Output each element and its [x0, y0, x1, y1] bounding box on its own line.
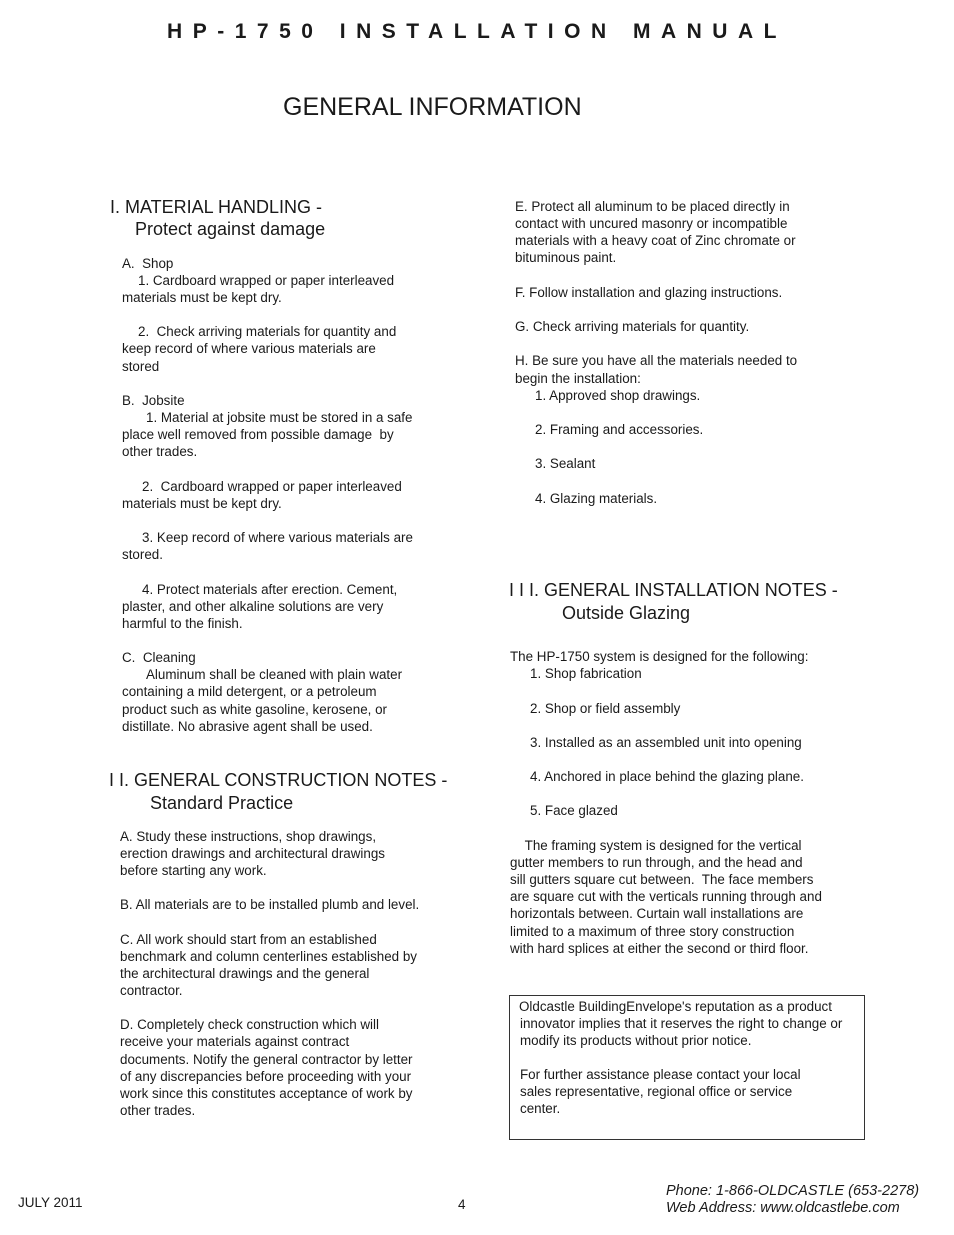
- shop-item-1-line1: 1. Cardboard wrapped or paper interleaved: [138, 273, 395, 288]
- construction-a-line1: A. Study these instructions, shop drawings,: [120, 829, 377, 844]
- web-address: Web Address: www.oldcastlebe.com: [666, 1200, 900, 1216]
- handling-e-line4: bituminous paint.: [515, 250, 617, 265]
- construction-c-line4: contractor.: [120, 983, 183, 998]
- framing-para-line3: sill gutters square cut between. The face members: [510, 872, 814, 887]
- section-3-subheading: Outside Glazing: [562, 603, 691, 623]
- framing-para-line1: The framing system is designed for the vertical: [510, 838, 802, 853]
- construction-d-line4: of any discrepancies before proceeding with your: [120, 1069, 412, 1084]
- cleaning-line4: distillate. No abrasive agent shall be used.: [122, 719, 373, 734]
- jobsite-item-4-line3: harmful to the finish.: [122, 616, 243, 631]
- notice-p1-line3: modify its products without prior notice.: [520, 1033, 752, 1048]
- handling-h-item-4: 4. Glazing materials.: [535, 491, 658, 506]
- cleaning-label: C. Cleaning: [122, 650, 196, 665]
- installation-item-5: 5. Face glazed: [530, 803, 618, 818]
- section-1-heading: I. MATERIAL HANDLING -: [110, 197, 323, 217]
- jobsite-item-3-line1: 3. Keep record of where various materials are: [142, 530, 413, 545]
- construction-c-line2: benchmark and column centerlines established by: [120, 949, 417, 964]
- phone-number: Phone: 1-866-OLDCASTLE (653-2278): [666, 1183, 920, 1199]
- shop-item-2-line2: keep record of where various materials are: [122, 341, 376, 356]
- construction-c-line1: C. All work should start from an established: [120, 932, 377, 947]
- construction-b-line1: B. All materials are to be installed plumb and level.: [120, 897, 420, 912]
- notice-p2-line2: sales representative, regional office or service: [520, 1084, 793, 1099]
- framing-para-line2: gutter members to run through, and the head and: [510, 855, 803, 870]
- shop-item-2-line3: stored: [122, 359, 160, 374]
- construction-c-line3: the architectural drawings and the general: [120, 966, 370, 981]
- jobsite-label: B. Jobsite: [122, 393, 185, 408]
- framing-para-line7: with hard splices at either the second or third floor.: [510, 941, 809, 956]
- handling-e-line3: materials with a heavy coat of Zinc chromate or: [515, 233, 796, 248]
- notice-p2-line3: center.: [520, 1101, 561, 1116]
- notice-p2-line1: For further assistance please contact your local: [520, 1067, 801, 1082]
- jobsite-item-1-line3: other trades.: [122, 444, 198, 459]
- construction-d-line5: work since this constitutes acceptance of work by: [120, 1086, 413, 1101]
- cleaning-line2: containing a mild detergent, or a petroleum: [122, 684, 377, 699]
- section-3-heading: I I I. GENERAL INSTALLATION NOTES -: [509, 580, 838, 600]
- notice-p1-line2: innovator implies that it reserves the right to change or: [520, 1016, 843, 1031]
- handling-g: G. Check arriving materials for quantity.: [515, 319, 750, 334]
- framing-para-line5: horizontals between. Curtain wall installations are: [510, 906, 804, 921]
- jobsite-item-1-line1: 1. Material at jobsite must be stored in a safe: [146, 410, 413, 425]
- jobsite-item-1-line2: place well removed from possible damage by: [122, 427, 394, 442]
- jobsite-item-4-line2: plaster, and other alkaline solutions are very: [122, 599, 384, 614]
- jobsite-item-4-line1: 4. Protect materials after erection. Cement,: [142, 582, 398, 597]
- construction-d-line2: receive your materials against contract: [120, 1034, 350, 1049]
- construction-d-line6: other trades.: [120, 1103, 196, 1118]
- jobsite-item-3-line2: stored.: [122, 547, 163, 562]
- shop-item-1-line2: materials must be kept dry.: [122, 290, 282, 305]
- cleaning-line3: product such as white gasoline, kerosene, or: [122, 702, 387, 717]
- shop-item-2-line1: 2. Check arriving materials for quantity and: [138, 324, 397, 339]
- framing-para-line4: are square cut with the verticals running through and: [510, 889, 822, 904]
- handling-f: F. Follow installation and glazing instructions.: [515, 285, 783, 300]
- section-1-subheading: Protect against damage: [135, 219, 326, 239]
- contact-info: [666, 1183, 919, 1217]
- page-title: GENERAL INFORMATION: [283, 93, 582, 121]
- handling-h-line2: begin the installation:: [515, 371, 641, 386]
- construction-d-line3: documents. Notify the general contractor by letter: [120, 1052, 413, 1067]
- section-2-heading: I I. GENERAL CONSTRUCTION NOTES -: [109, 770, 448, 790]
- cleaning-line1: Aluminum shall be cleaned with plain water: [146, 667, 403, 682]
- handling-h-item-2: 2. Framing and accessories.: [535, 422, 704, 437]
- manual-title: HP-1750 INSTALLATION MANUAL: [167, 20, 787, 43]
- handling-e-line2: contact with uncured masonry or incompatible: [515, 216, 788, 231]
- construction-a-line2: erection drawings and architectural drawings: [120, 846, 385, 861]
- jobsite-item-2-line1: 2. Cardboard wrapped or paper interleaved: [142, 479, 402, 494]
- installation-item-1: 1. Shop fabrication: [530, 666, 642, 681]
- handling-e-line1: E. Protect all aluminum to be placed directly in: [515, 199, 790, 214]
- installation-intro: The HP-1750 system is designed for the following:: [510, 649, 809, 664]
- section-2-subheading: Standard Practice: [150, 793, 294, 813]
- footer-date: JULY 2011: [18, 1195, 83, 1210]
- handling-h-item-3: 3. Sealant: [535, 456, 596, 471]
- jobsite-item-2-line2: materials must be kept dry.: [122, 496, 282, 511]
- construction-a-line3: before starting any work.: [120, 863, 267, 878]
- page-number: 4: [458, 1197, 466, 1212]
- installation-item-4: 4. Anchored in place behind the glazing plane.: [530, 769, 804, 784]
- installation-item-2: 2. Shop or field assembly: [530, 701, 681, 716]
- shop-label: A. Shop: [122, 256, 174, 271]
- construction-d-line1: D. Completely check construction which will: [120, 1017, 379, 1032]
- notice-p1-line1: Oldcastle BuildingEnvelope's reputation as a product: [519, 999, 832, 1014]
- installation-item-3: 3. Installed as an assembled unit into opening: [530, 735, 802, 750]
- framing-para-line6: limited to a maximum of three story construction: [510, 924, 795, 939]
- handling-h-line1: H. Be sure you have all the materials needed to: [515, 353, 798, 368]
- handling-h-item-1: 1. Approved shop drawings.: [535, 388, 701, 403]
